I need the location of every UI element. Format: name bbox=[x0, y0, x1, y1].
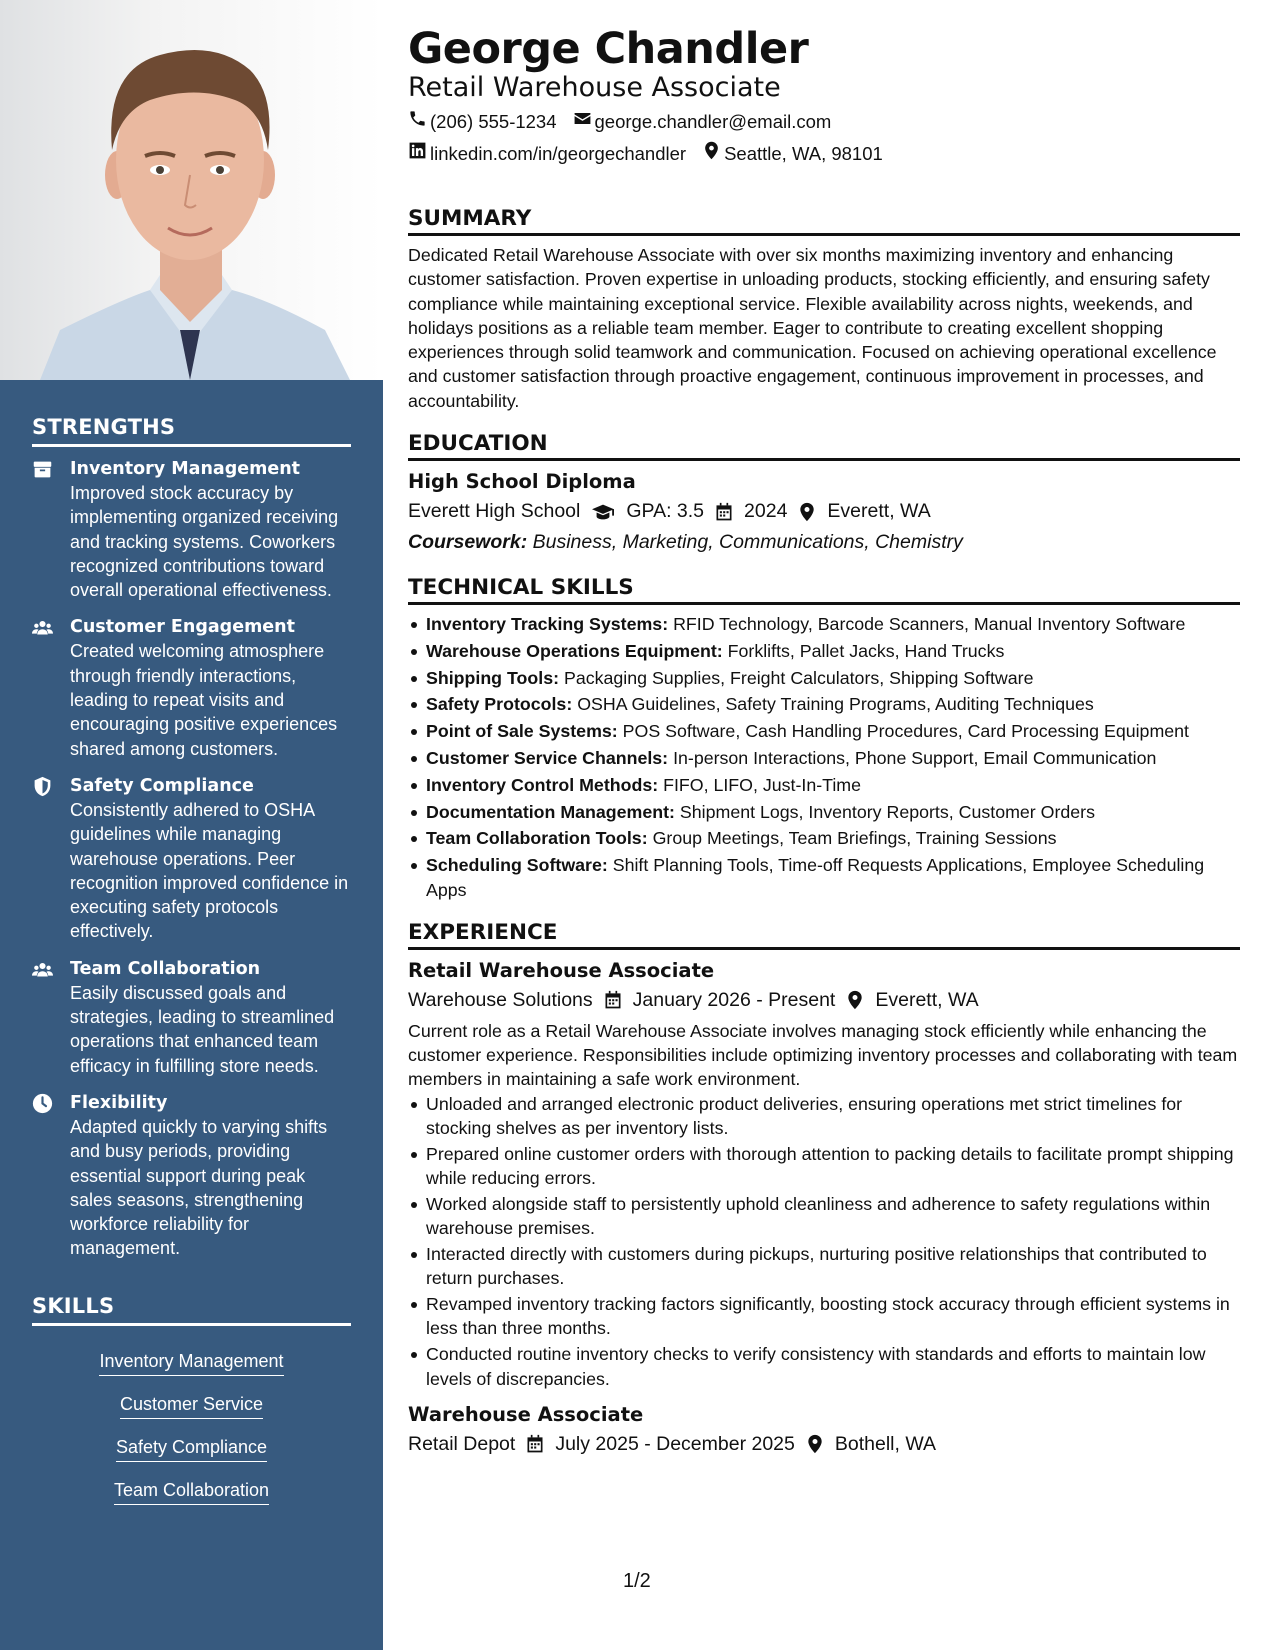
summary-heading: SUMMARY bbox=[408, 206, 1240, 236]
box-icon bbox=[32, 457, 70, 602]
list-item: Unloaded and arranged electronic product deliveries, ensuring operations met strict timelines for stocking shelves as per inventory lists. bbox=[408, 1092, 1240, 1141]
linkedin-icon bbox=[408, 138, 430, 170]
skill-values: Shift Planning Tools, Time-off Requests Applications, Employee Scheduling Apps bbox=[426, 855, 1205, 900]
summary-text: Dedicated Retail Warehouse Associate with over six months maximizing inventory and enhancing customer satisfaction. Proven expertise in unloading products, stocking efficiently, and ensuring safety compliance while maintaining exceptional service. Flexible availability across nights, weekends, and holidays positions as a reliable team member. Eager to contribute to creating excellent shopping experiences through solid teamwork and communication. Focused on achieving operational excellence and customer satisfaction through proactive engagement, continuous improvement in processes, and accountability. bbox=[408, 245, 1217, 411]
clock-icon bbox=[32, 1091, 70, 1261]
strength-description: Adapted quickly to varying shifts and busy periods, providing essential support during peak sales seasons, strengthening workforce reliability for management. bbox=[70, 1116, 328, 1259]
skills-list bbox=[32, 1336, 351, 1512]
skill-category: Scheduling Software: bbox=[426, 855, 608, 876]
school-location: Everett, WA bbox=[827, 500, 931, 523]
job-location: Bothell, WA bbox=[834, 1432, 937, 1455]
linkedin-contact[interactable] bbox=[408, 138, 686, 170]
list-item: Worked alongside staff to persistently uphold cleanliness and adherence to safety regulations within warehouse premises. bbox=[408, 1192, 1240, 1241]
skill-values: OSHA Guidelines, Safety Training Programs, Auditing Techniques bbox=[577, 694, 1094, 715]
strength-title: Customer Engagement bbox=[70, 617, 296, 638]
strength-title: Safety Compliance bbox=[70, 775, 254, 796]
job-dates: January 2026 - Present bbox=[632, 988, 836, 1011]
calendar-icon bbox=[525, 1434, 545, 1454]
skill-tag: Safety Compliance bbox=[116, 1435, 267, 1462]
list-item: Conducted routine inventory checks to verify consistency with standards and efforts to maintain low levels of discrepancies. bbox=[408, 1342, 1240, 1391]
email-link[interactable]: george.chandler@email.com bbox=[594, 111, 832, 132]
skills-heading: SKILLS bbox=[32, 1274, 351, 1326]
strength-description: Consistently adhered to OSHA guidelines while managing warehouse operations. Peer recognition improved confidence in executing safety protocols effectively. bbox=[70, 799, 349, 942]
graduation-year: 2024 bbox=[744, 500, 788, 523]
list-item: Interacted directly with customers during pickups, nurturing positive relationships that contributed to return purchases. bbox=[408, 1242, 1240, 1291]
skill-tag: Inventory Management bbox=[99, 1349, 283, 1376]
location-contact bbox=[702, 138, 883, 170]
skill-category: Warehouse Operations Equipment: bbox=[426, 640, 723, 661]
experience-heading: EXPERIENCE bbox=[408, 920, 1240, 950]
job-meta bbox=[408, 1429, 1240, 1460]
education-meta bbox=[408, 496, 1240, 527]
list-item: Revamped inventory tracking factors significantly, boosting stock accuracy through efficient systems in less than three months. bbox=[408, 1292, 1240, 1341]
shield-icon bbox=[32, 774, 70, 944]
list-item bbox=[408, 773, 1240, 797]
job-dates: July 2025 - December 2025 bbox=[555, 1432, 795, 1455]
company-name: Warehouse Solutions bbox=[408, 988, 593, 1011]
calendar-icon bbox=[714, 502, 734, 522]
strength-description: Easily discussed goals and strategies, leading to streamlined operations that enhanced team efficacy in fulfilling store needs. bbox=[70, 982, 335, 1076]
strength-description: Created welcoming atmosphere through friendly interactions, leading to repeat visits and encouraging positive experiences shared among customers. bbox=[70, 641, 338, 759]
degree-title: High School Diploma bbox=[408, 470, 636, 494]
list-item bbox=[408, 666, 1240, 690]
linkedin-link[interactable]: linkedin.com/in/georgechandler bbox=[430, 143, 687, 164]
skill-values: POS Software, Cash Handling Procedures, Card Processing Equipment bbox=[622, 721, 1189, 742]
phone-contact bbox=[408, 106, 557, 138]
candidate-name: George Chandler bbox=[408, 24, 809, 74]
list-item: Prepared online customer orders with thorough attention to packing details to facilitate prompt shipping while reducing errors. bbox=[408, 1142, 1240, 1191]
email-contact[interactable] bbox=[573, 106, 832, 138]
strength-item bbox=[32, 957, 351, 1078]
calendar-icon bbox=[603, 990, 623, 1010]
strength-item bbox=[32, 457, 351, 602]
coursework-list: Business, Marketing, Communications, Chemistry bbox=[532, 531, 963, 554]
strength-description: Improved stock accuracy by implementing organized receiving and tracking systems. Coworkers recognized contributions toward overall operational effectiveness. bbox=[70, 483, 339, 601]
skill-category: Safety Protocols: bbox=[426, 694, 573, 715]
job-location: Everett, WA bbox=[875, 988, 979, 1011]
contact-row-2 bbox=[408, 138, 1240, 170]
job-title: Warehouse Associate bbox=[408, 1402, 644, 1426]
job-entry bbox=[408, 957, 1240, 1391]
job-title: Retail Warehouse Associate bbox=[408, 958, 715, 982]
job-meta bbox=[408, 985, 1240, 1016]
gpa-text: GPA: 3.5 bbox=[626, 500, 705, 523]
skill-category: Inventory Tracking Systems: bbox=[426, 614, 669, 635]
profile-photo bbox=[0, 0, 383, 380]
candidate-title: Retail Warehouse Associate bbox=[408, 72, 781, 103]
skill-values: Packaging Supplies, Freight Calculators, Shipping Software bbox=[563, 667, 1034, 688]
skill-values: Group Meetings, Team Briefings, Training Sessions bbox=[652, 828, 1057, 849]
strength-item bbox=[32, 1091, 351, 1261]
job-entry bbox=[408, 1401, 1240, 1460]
list-item bbox=[408, 719, 1240, 743]
strength-title: Inventory Management bbox=[70, 459, 301, 479]
job-bullets bbox=[408, 1092, 1240, 1391]
users-icon bbox=[32, 615, 70, 760]
skill-category: Team Collaboration Tools: bbox=[426, 828, 648, 849]
coursework bbox=[408, 527, 1240, 557]
skill-category: Shipping Tools: bbox=[426, 667, 560, 688]
skill-tag: Team Collaboration bbox=[114, 1478, 269, 1505]
location-pin-icon bbox=[845, 990, 865, 1010]
job-summary: Current role as a Retail Warehouse Associate involves managing stock efficiently while enhancing the customer experience. Responsibilities include optimizing inventory processes and collaborating with team members in maintaining a safe work environment. bbox=[408, 1020, 1238, 1090]
sidebar-content bbox=[32, 380, 351, 1512]
page-number: 1/2 bbox=[623, 1570, 651, 1592]
skill-values: In-person Interactions, Phone Support, Email Communication bbox=[673, 748, 1157, 769]
company-name: Retail Depot bbox=[408, 1432, 516, 1455]
users-icon bbox=[32, 957, 70, 1078]
skill-category: Customer Service Channels: bbox=[426, 748, 669, 769]
strengths-heading: STRENGTHS bbox=[32, 380, 351, 447]
phone-icon bbox=[408, 106, 430, 138]
sidebar bbox=[0, 0, 383, 1650]
skill-values: RFID Technology, Barcode Scanners, Manual Inventory Software bbox=[673, 614, 1186, 635]
graduation-cap-icon bbox=[590, 501, 616, 523]
location-text: Seattle, WA, 98101 bbox=[724, 143, 883, 164]
list-item bbox=[408, 612, 1240, 636]
skill-category: Point of Sale Systems: bbox=[426, 721, 618, 742]
skill-category: Documentation Management: bbox=[426, 801, 675, 822]
list-item bbox=[408, 639, 1240, 663]
location-pin-icon bbox=[702, 138, 724, 170]
contact-row bbox=[408, 106, 1240, 138]
main-content bbox=[408, 22, 1240, 1460]
strength-title: Team Collaboration bbox=[70, 958, 261, 979]
list-item bbox=[408, 692, 1240, 716]
technical-skills-list bbox=[408, 612, 1240, 902]
strength-title: Flexibility bbox=[70, 1092, 168, 1113]
list-item bbox=[408, 800, 1240, 824]
skill-category: Inventory Control Methods: bbox=[426, 774, 659, 795]
skill-values: Shipment Logs, Inventory Reports, Customer Orders bbox=[679, 801, 1095, 822]
school-name: Everett High School bbox=[408, 500, 581, 523]
profile-photo-illustration bbox=[0, 0, 383, 380]
email-icon bbox=[573, 106, 595, 138]
education-heading: EDUCATION bbox=[408, 431, 1240, 461]
strength-item bbox=[32, 615, 351, 760]
coursework-label: Coursework: bbox=[408, 531, 528, 554]
list-item bbox=[408, 826, 1240, 850]
location-pin-icon bbox=[797, 502, 817, 522]
list-item bbox=[408, 746, 1240, 770]
location-pin-icon bbox=[805, 1434, 825, 1454]
skill-values: Forklifts, Pallet Jacks, Hand Trucks bbox=[727, 640, 1005, 661]
strength-item bbox=[32, 774, 351, 944]
skill-tag: Customer Service bbox=[120, 1392, 263, 1419]
list-item bbox=[408, 853, 1240, 902]
skill-values: FIFO, LIFO, Just-In-Time bbox=[663, 774, 862, 795]
phone-text: (206) 555-1234 bbox=[430, 111, 557, 132]
technical-skills-heading: TECHNICAL SKILLS bbox=[408, 575, 1240, 605]
